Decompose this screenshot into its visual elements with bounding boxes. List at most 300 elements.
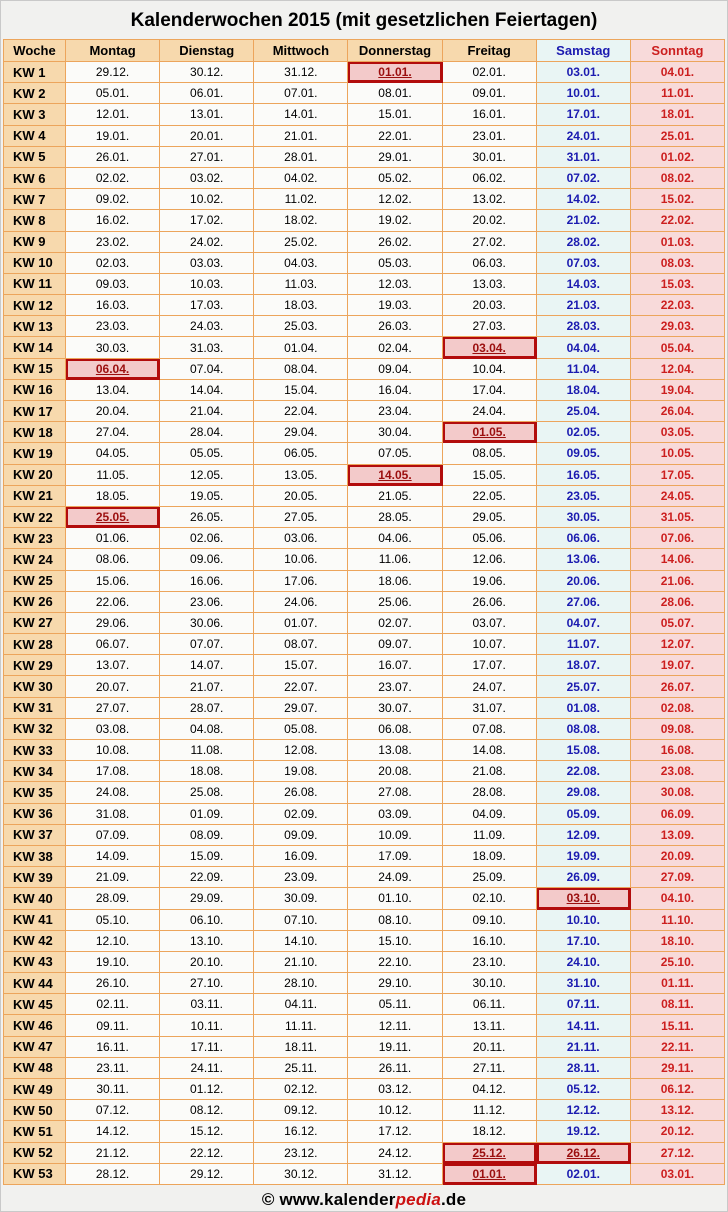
date-cell: 27.01.	[160, 146, 254, 167]
date-cell: 15.02.	[630, 189, 724, 210]
table-row	[4, 803, 725, 824]
date-cell: 04.09.	[442, 803, 536, 824]
date-cell: 21.12.	[66, 1142, 160, 1163]
date-cell: 16.12.	[254, 1121, 348, 1142]
footer-link[interactable]	[262, 1190, 466, 1209]
date-cell: 25.11.	[254, 1057, 348, 1078]
table-row	[4, 316, 725, 337]
date-cell: 21.04.	[160, 401, 254, 422]
date-cell: 26.10.	[66, 973, 160, 994]
date-cell: 22.12.	[160, 1142, 254, 1163]
column-header-woche: Woche	[4, 40, 66, 62]
week-label: KW 31	[4, 697, 66, 718]
date-cell: 11.01.	[630, 83, 724, 104]
date-cell: 20.06.	[536, 570, 630, 591]
date-cell: 19.05.	[160, 485, 254, 506]
date-cell: 23.05.	[536, 485, 630, 506]
date-cell: 03.12.	[348, 1079, 442, 1100]
date-cell: 23.04.	[348, 401, 442, 422]
date-cell: 07.12.	[66, 1100, 160, 1121]
date-cell: 20.10.	[160, 951, 254, 972]
week-label: KW 2	[4, 83, 66, 104]
date-cell: 12.05.	[160, 464, 254, 485]
date-cell: 03.01.	[536, 62, 630, 83]
date-cell: 06.09.	[630, 803, 724, 824]
week-label: KW 10	[4, 252, 66, 273]
date-cell: 16.05.	[536, 464, 630, 485]
date-cell: 30.08.	[630, 782, 724, 803]
date-cell: 24.01.	[536, 125, 630, 146]
table-row	[4, 83, 725, 104]
holiday-date-cell: 14.05.	[348, 464, 442, 485]
table-row	[4, 888, 725, 909]
date-cell: 18.01.	[630, 104, 724, 125]
date-cell: 24.04.	[442, 401, 536, 422]
week-label: KW 25	[4, 570, 66, 591]
date-cell: 19.07.	[630, 655, 724, 676]
date-cell: 25.10.	[630, 951, 724, 972]
date-cell: 10.07.	[442, 634, 536, 655]
table-row	[4, 146, 725, 167]
date-cell: 01.06.	[66, 528, 160, 549]
date-cell: 10.12.	[348, 1100, 442, 1121]
date-cell: 22.08.	[536, 761, 630, 782]
date-cell: 06.03.	[442, 252, 536, 273]
date-cell: 09.08.	[630, 718, 724, 739]
date-cell: 31.07.	[442, 697, 536, 718]
table-row	[4, 824, 725, 845]
table-row	[4, 125, 725, 146]
date-cell: 31.12.	[348, 1163, 442, 1184]
table-row	[4, 549, 725, 570]
date-cell: 24.09.	[348, 867, 442, 888]
date-cell: 27.04.	[66, 422, 160, 443]
date-cell: 16.09.	[254, 845, 348, 866]
date-cell: 16.06.	[160, 570, 254, 591]
date-cell: 18.03.	[254, 295, 348, 316]
date-cell: 19.10.	[66, 951, 160, 972]
date-cell: 15.07.	[254, 655, 348, 676]
table-row	[4, 845, 725, 866]
date-cell: 24.03.	[160, 316, 254, 337]
date-cell: 03.05.	[630, 422, 724, 443]
date-cell: 27.03.	[442, 316, 536, 337]
date-cell: 07.04.	[160, 358, 254, 379]
table-row	[4, 422, 725, 443]
date-cell: 21.10.	[254, 951, 348, 972]
date-cell: 30.03.	[66, 337, 160, 358]
week-label: KW 42	[4, 930, 66, 951]
date-cell: 02.06.	[160, 528, 254, 549]
date-cell: 17.07.	[442, 655, 536, 676]
table-row	[4, 718, 725, 739]
week-label: KW 11	[4, 273, 66, 294]
date-cell: 06.10.	[160, 909, 254, 930]
table-row	[4, 1100, 725, 1121]
date-cell: 23.08.	[630, 761, 724, 782]
date-cell: 24.12.	[348, 1142, 442, 1163]
date-cell: 26.11.	[348, 1057, 442, 1078]
table-row	[4, 443, 725, 464]
date-cell: 05.06.	[442, 528, 536, 549]
date-cell: 05.09.	[536, 803, 630, 824]
column-header-samstag: Samstag	[536, 40, 630, 62]
date-cell: 01.04.	[254, 337, 348, 358]
table-row	[4, 612, 725, 633]
week-label: KW 50	[4, 1100, 66, 1121]
date-cell: 08.04.	[254, 358, 348, 379]
date-cell: 02.10.	[442, 888, 536, 909]
date-cell: 05.02.	[348, 167, 442, 188]
date-cell: 24.02.	[160, 231, 254, 252]
table-row	[4, 697, 725, 718]
date-cell: 27.10.	[160, 973, 254, 994]
date-cell: 11.11.	[254, 1015, 348, 1036]
footer-text-prefix: © www.kalender	[261, 1189, 396, 1209]
date-cell: 27.11.	[442, 1057, 536, 1078]
week-label: KW 30	[4, 676, 66, 697]
date-cell: 30.12.	[254, 1163, 348, 1184]
date-cell: 27.02.	[442, 231, 536, 252]
week-label: KW 17	[4, 401, 66, 422]
table-row	[4, 401, 725, 422]
date-cell: 13.06.	[536, 549, 630, 570]
date-cell: 24.10.	[536, 951, 630, 972]
date-cell: 06.05.	[254, 443, 348, 464]
date-cell: 05.12.	[536, 1079, 630, 1100]
column-header-dienstag: Dienstag	[160, 40, 254, 62]
date-cell: 28.07.	[160, 697, 254, 718]
date-cell: 16.10.	[442, 930, 536, 951]
week-label: KW 8	[4, 210, 66, 231]
week-label: KW 47	[4, 1036, 66, 1057]
date-cell: 15.10.	[348, 930, 442, 951]
date-cell: 13.07.	[66, 655, 160, 676]
week-label: KW 29	[4, 655, 66, 676]
date-cell: 04.03.	[254, 252, 348, 273]
date-cell: 21.09.	[66, 867, 160, 888]
date-cell: 02.07.	[348, 612, 442, 633]
table-row	[4, 528, 725, 549]
date-cell: 20.09.	[630, 845, 724, 866]
date-cell: 28.10.	[254, 973, 348, 994]
date-cell: 17.03.	[160, 295, 254, 316]
date-cell: 29.01.	[348, 146, 442, 167]
date-cell: 05.04.	[630, 337, 724, 358]
date-cell: 11.08.	[160, 740, 254, 761]
date-cell: 07.02.	[536, 167, 630, 188]
calendar-table	[3, 39, 725, 1185]
date-cell: 08.12.	[160, 1100, 254, 1121]
date-cell: 28.01.	[254, 146, 348, 167]
date-cell: 26.06.	[442, 591, 536, 612]
week-label: KW 26	[4, 591, 66, 612]
date-cell: 29.05.	[442, 506, 536, 527]
date-cell: 15.12.	[160, 1121, 254, 1142]
date-cell: 06.08.	[348, 718, 442, 739]
date-cell: 18.11.	[254, 1036, 348, 1057]
table-row	[4, 1121, 725, 1142]
date-cell: 19.03.	[348, 295, 442, 316]
column-header-freitag: Freitag	[442, 40, 536, 62]
date-cell: 10.11.	[160, 1015, 254, 1036]
date-cell: 08.11.	[630, 994, 724, 1015]
table-row	[4, 1163, 725, 1184]
date-cell: 14.01.	[254, 104, 348, 125]
date-cell: 03.02.	[160, 167, 254, 188]
date-cell: 10.08.	[66, 740, 160, 761]
date-cell: 04.07.	[536, 612, 630, 633]
date-cell: 18.10.	[630, 930, 724, 951]
date-cell: 16.01.	[442, 104, 536, 125]
date-cell: 08.07.	[254, 634, 348, 655]
date-cell: 13.03.	[442, 273, 536, 294]
date-cell: 17.02.	[160, 210, 254, 231]
date-cell: 07.09.	[66, 824, 160, 845]
week-label: KW 46	[4, 1015, 66, 1036]
week-label: KW 45	[4, 994, 66, 1015]
date-cell: 30.05.	[536, 506, 630, 527]
date-cell: 29.03.	[630, 316, 724, 337]
date-cell: 01.08.	[536, 697, 630, 718]
date-cell: 12.07.	[630, 634, 724, 655]
column-header-donnerstag: Donnerstag	[348, 40, 442, 62]
table-row	[4, 909, 725, 930]
holiday-date-cell: 03.10.	[536, 888, 630, 909]
date-cell: 15.04.	[254, 379, 348, 400]
date-cell: 05.10.	[66, 909, 160, 930]
week-label: KW 6	[4, 167, 66, 188]
date-cell: 08.01.	[348, 83, 442, 104]
date-cell: 08.06.	[66, 549, 160, 570]
date-cell: 20.08.	[348, 761, 442, 782]
week-label: KW 24	[4, 549, 66, 570]
date-cell: 08.09.	[160, 824, 254, 845]
week-label: KW 9	[4, 231, 66, 252]
date-cell: 09.01.	[442, 83, 536, 104]
date-cell: 30.12.	[160, 62, 254, 83]
date-cell: 24.05.	[630, 485, 724, 506]
date-cell: 29.08.	[536, 782, 630, 803]
date-cell: 28.04.	[160, 422, 254, 443]
date-cell: 02.11.	[66, 994, 160, 1015]
date-cell: 14.02.	[536, 189, 630, 210]
week-label: KW 34	[4, 761, 66, 782]
week-label: KW 44	[4, 973, 66, 994]
date-cell: 31.08.	[66, 803, 160, 824]
date-cell: 12.12.	[536, 1100, 630, 1121]
table-row	[4, 782, 725, 803]
date-cell: 26.05.	[160, 506, 254, 527]
date-cell: 25.09.	[442, 867, 536, 888]
table-row	[4, 994, 725, 1015]
table-row	[4, 761, 725, 782]
date-cell: 21.01.	[254, 125, 348, 146]
table-row	[4, 506, 725, 527]
week-label: KW 41	[4, 909, 66, 930]
table-row	[4, 358, 725, 379]
date-cell: 07.07.	[160, 634, 254, 655]
date-cell: 21.02.	[536, 210, 630, 231]
date-cell: 11.03.	[254, 273, 348, 294]
date-cell: 22.10.	[348, 951, 442, 972]
date-cell: 28.08.	[442, 782, 536, 803]
date-cell: 27.05.	[254, 506, 348, 527]
date-cell: 30.11.	[66, 1079, 160, 1100]
date-cell: 20.12.	[630, 1121, 724, 1142]
date-cell: 06.07.	[66, 634, 160, 655]
date-cell: 23.02.	[66, 231, 160, 252]
date-cell: 03.09.	[348, 803, 442, 824]
date-cell: 14.08.	[442, 740, 536, 761]
date-cell: 27.08.	[348, 782, 442, 803]
date-cell: 16.04.	[348, 379, 442, 400]
date-cell: 22.09.	[160, 867, 254, 888]
calendar-body	[4, 62, 725, 1185]
week-label: KW 35	[4, 782, 66, 803]
date-cell: 02.01.	[536, 1163, 630, 1184]
date-cell: 12.09.	[536, 824, 630, 845]
date-cell: 09.05.	[536, 443, 630, 464]
date-cell: 03.03.	[160, 252, 254, 273]
date-cell: 14.12.	[66, 1121, 160, 1142]
date-cell: 12.11.	[348, 1015, 442, 1036]
holiday-date-cell: 01.01.	[442, 1163, 536, 1184]
table-row	[4, 485, 725, 506]
date-cell: 21.05.	[348, 485, 442, 506]
week-label: KW 39	[4, 867, 66, 888]
holiday-date-cell: 26.12.	[536, 1142, 630, 1163]
date-cell: 19.11.	[348, 1036, 442, 1057]
date-cell: 08.05.	[442, 443, 536, 464]
date-cell: 22.04.	[254, 401, 348, 422]
date-cell: 14.06.	[630, 549, 724, 570]
table-row	[4, 867, 725, 888]
date-cell: 25.07.	[536, 676, 630, 697]
date-cell: 21.03.	[536, 295, 630, 316]
date-cell: 23.01.	[442, 125, 536, 146]
holiday-date-cell: 25.12.	[442, 1142, 536, 1163]
date-cell: 03.06.	[254, 528, 348, 549]
date-cell: 06.06.	[536, 528, 630, 549]
date-cell: 06.01.	[160, 83, 254, 104]
week-label: KW 27	[4, 612, 66, 633]
week-label: KW 1	[4, 62, 66, 83]
date-cell: 04.01.	[630, 62, 724, 83]
date-cell: 28.11.	[536, 1057, 630, 1078]
date-cell: 10.01.	[536, 83, 630, 104]
date-cell: 13.12.	[630, 1100, 724, 1121]
date-cell: 17.06.	[254, 570, 348, 591]
date-cell: 09.11.	[66, 1015, 160, 1036]
date-cell: 26.03.	[348, 316, 442, 337]
date-cell: 11.10.	[630, 909, 724, 930]
table-row	[4, 1079, 725, 1100]
date-cell: 04.05.	[66, 443, 160, 464]
date-cell: 14.09.	[66, 845, 160, 866]
date-cell: 16.08.	[630, 740, 724, 761]
table-row	[4, 655, 725, 676]
week-label: KW 18	[4, 422, 66, 443]
date-cell: 13.08.	[348, 740, 442, 761]
date-cell: 06.02.	[442, 167, 536, 188]
footer-text-suffix: .de	[440, 1189, 467, 1209]
date-cell: 23.11.	[66, 1057, 160, 1078]
date-cell: 13.11.	[442, 1015, 536, 1036]
week-label: KW 15	[4, 358, 66, 379]
date-cell: 05.08.	[254, 718, 348, 739]
date-cell: 01.07.	[254, 612, 348, 633]
table-row	[4, 337, 725, 358]
date-cell: 16.02.	[66, 210, 160, 231]
week-label: KW 52	[4, 1142, 66, 1163]
table-row	[4, 973, 725, 994]
date-cell: 26.02.	[348, 231, 442, 252]
column-header-montag: Montag	[66, 40, 160, 62]
date-cell: 29.04.	[254, 422, 348, 443]
table-row	[4, 273, 725, 294]
date-cell: 29.12.	[66, 62, 160, 83]
week-label: KW 28	[4, 634, 66, 655]
column-header-sonntag: Sonntag	[630, 40, 724, 62]
table-row	[4, 62, 725, 83]
date-cell: 15.03.	[630, 273, 724, 294]
date-cell: 24.08.	[66, 782, 160, 803]
holiday-date-cell: 25.05.	[66, 506, 160, 527]
date-cell: 18.09.	[442, 845, 536, 866]
date-cell: 15.11.	[630, 1015, 724, 1036]
date-cell: 29.10.	[348, 973, 442, 994]
date-cell: 17.04.	[442, 379, 536, 400]
table-row	[4, 740, 725, 761]
date-cell: 02.04.	[348, 337, 442, 358]
date-cell: 10.06.	[254, 549, 348, 570]
table-row	[4, 676, 725, 697]
column-header-mittwoch: Mittwoch	[254, 40, 348, 62]
date-cell: 09.10.	[442, 909, 536, 930]
date-cell: 04.11.	[254, 994, 348, 1015]
date-cell: 21.06.	[630, 570, 724, 591]
date-cell: 22.11.	[630, 1036, 724, 1057]
week-label: KW 12	[4, 295, 66, 316]
date-cell: 09.09.	[254, 824, 348, 845]
date-cell: 20.02.	[442, 210, 536, 231]
date-cell: 14.11.	[536, 1015, 630, 1036]
date-cell: 11.07.	[536, 634, 630, 655]
date-cell: 26.07.	[630, 676, 724, 697]
date-cell: 29.07.	[254, 697, 348, 718]
date-cell: 09.12.	[254, 1100, 348, 1121]
date-cell: 20.07.	[66, 676, 160, 697]
date-cell: 15.08.	[536, 740, 630, 761]
date-cell: 05.11.	[348, 994, 442, 1015]
date-cell: 12.04.	[630, 358, 724, 379]
date-cell: 04.12.	[442, 1079, 536, 1100]
date-cell: 01.09.	[160, 803, 254, 824]
date-cell: 25.06.	[348, 591, 442, 612]
date-cell: 10.03.	[160, 273, 254, 294]
date-cell: 02.08.	[630, 697, 724, 718]
week-label: KW 32	[4, 718, 66, 739]
date-cell: 09.06.	[160, 549, 254, 570]
week-label: KW 21	[4, 485, 66, 506]
date-cell: 07.01.	[254, 83, 348, 104]
week-label: KW 4	[4, 125, 66, 146]
date-cell: 10.09.	[348, 824, 442, 845]
date-cell: 25.01.	[630, 125, 724, 146]
week-label: KW 33	[4, 740, 66, 761]
date-cell: 29.12.	[160, 1163, 254, 1184]
